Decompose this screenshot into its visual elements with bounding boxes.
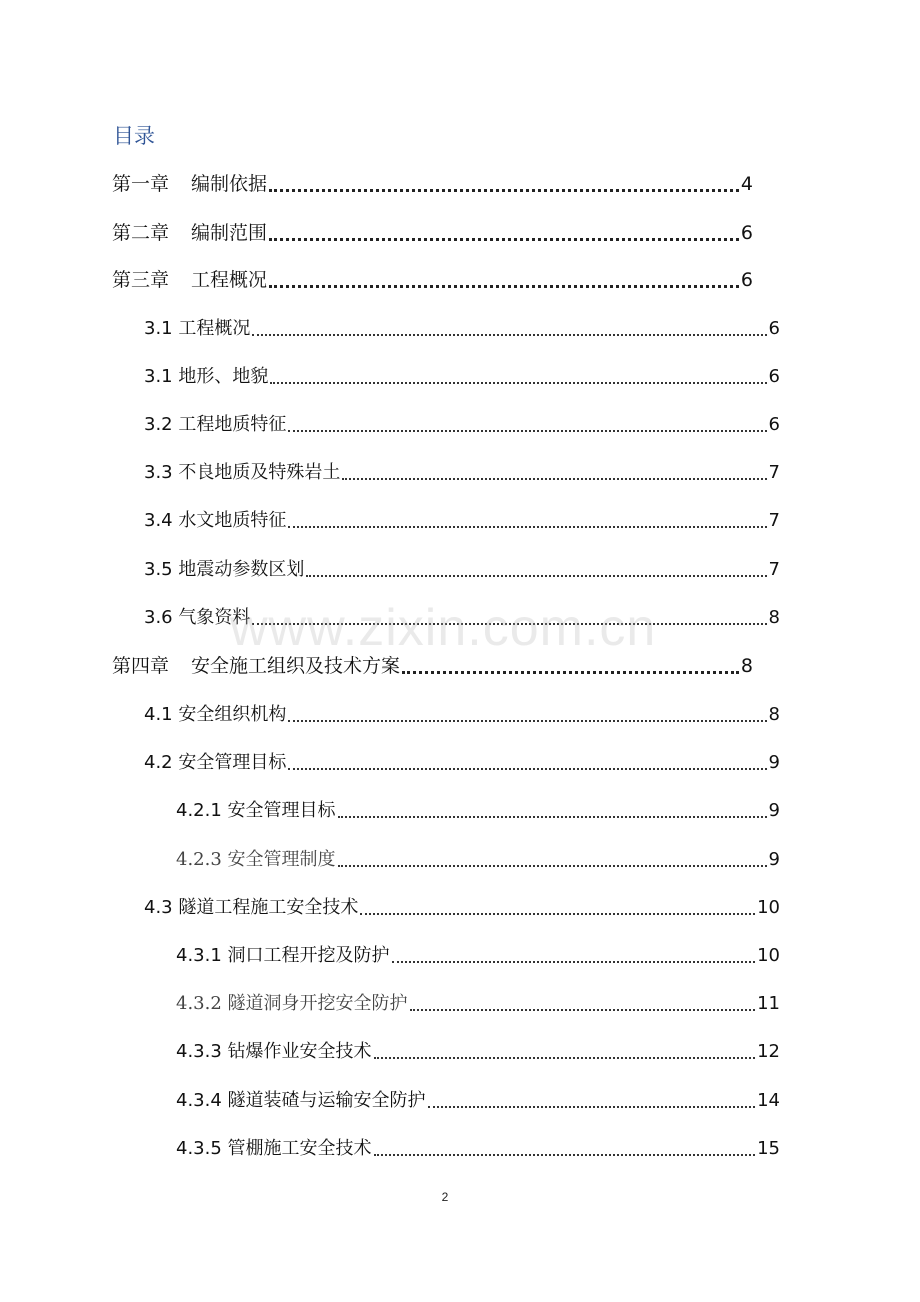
dot-leader [288, 430, 766, 432]
dot-leader [288, 720, 766, 722]
toc-entry-4-3-4[interactable] [176, 1086, 780, 1116]
dot-leader [410, 1009, 756, 1011]
dot-leader [252, 334, 766, 336]
toc-entry-label: 4.3 隧道工程施工安全技术 [144, 897, 359, 918]
dot-leader [402, 671, 739, 674]
toc-entry-4-3[interactable] [144, 893, 780, 923]
toc-entry-label: 第三章 [112, 269, 170, 291]
toc-entry-label: 4.3.2 隧道洞身开挖安全防护 [176, 993, 408, 1014]
toc-page-number: 8 [768, 704, 780, 725]
toc-entry-chapter-1[interactable] [112, 169, 753, 199]
toc-entry-label: 3.1 地形、地貌 [144, 366, 269, 387]
toc-entry-4-2-3[interactable] [176, 845, 780, 875]
toc-entry-4-1[interactable] [144, 700, 780, 730]
dot-leader [288, 768, 766, 770]
toc-entry-label: 第二章 [112, 222, 170, 244]
toc-entry-label: 3.3 不良地质及特殊岩土 [144, 462, 341, 483]
toc-page-number: 9 [768, 800, 780, 821]
toc-entry-label: 4.1 安全组织机构 [144, 704, 287, 725]
toc-page-number: 11 [757, 993, 780, 1014]
dot-leader [360, 913, 755, 915]
dot-leader [269, 238, 739, 241]
toc-entry-4-2[interactable] [144, 748, 780, 778]
dot-leader [374, 1057, 756, 1059]
toc-entry-4-3-2[interactable] [176, 989, 780, 1019]
toc-page-number: 7 [768, 462, 780, 483]
toc-page-number: 7 [768, 510, 780, 531]
toc-entry-label: 4.3.1 洞口工程开挖及防护 [176, 945, 390, 966]
dot-leader [342, 478, 766, 480]
toc-entry-label: 3.2 工程地质特征 [144, 414, 287, 435]
toc-page-number: 10 [757, 897, 780, 918]
toc-page-number: 9 [768, 752, 780, 773]
toc-entry-label: 4.3.3 钻爆作业安全技术 [176, 1041, 372, 1062]
toc-entry-text: 编制依据 [191, 173, 268, 195]
toc-page-number: 7 [768, 559, 780, 580]
dot-leader [392, 961, 756, 963]
toc-page-number: 6 [740, 222, 753, 244]
toc-entry-label: 3.6 气象资料 [144, 607, 251, 628]
toc-entry-4-2-1[interactable] [176, 796, 780, 826]
toc-entry-3-1-terrain[interactable] [144, 362, 780, 392]
dot-leader [288, 526, 766, 528]
toc-page-number: 12 [757, 1041, 780, 1062]
toc-entry-label: 3.4 水文地质特征 [144, 510, 287, 531]
toc-title: 目录 [113, 124, 155, 148]
dot-leader [270, 382, 766, 384]
toc-entry-label: 4.2.1 安全管理目标 [176, 800, 336, 821]
toc-page-number: 14 [757, 1090, 780, 1111]
toc-page-number: 10 [757, 945, 780, 966]
watermark: www.zixin.com.cn [230, 599, 657, 657]
toc-entry-text: 工程概况 [191, 269, 268, 291]
toc-entry-chapter-3[interactable] [112, 265, 753, 295]
toc-entry-4-3-1[interactable] [176, 941, 780, 971]
toc-entry-label: 第四章 [112, 655, 170, 677]
dot-leader [306, 575, 766, 577]
toc-page-number: 8 [768, 607, 780, 628]
dot-leader [374, 1154, 756, 1156]
toc-entry-4-3-5[interactable] [176, 1134, 780, 1164]
toc-entry-3-5[interactable] [144, 555, 780, 585]
dot-leader [269, 189, 739, 192]
toc-entry-3-4[interactable] [144, 506, 780, 536]
toc-page-number: 15 [757, 1138, 780, 1159]
dot-leader [269, 285, 739, 288]
toc-page-number: 8 [740, 655, 753, 677]
toc-page-number: 6 [768, 414, 780, 435]
toc-entry-4-3-3[interactable] [176, 1037, 780, 1067]
toc-page-number: 6 [740, 269, 753, 291]
toc-entry-3-2[interactable] [144, 410, 780, 440]
dot-leader [338, 865, 767, 867]
toc-entry-chapter-2[interactable] [112, 218, 753, 248]
toc-entry-label: 3.1 工程概况 [144, 318, 251, 339]
toc-page-number: 4 [740, 173, 753, 195]
toc-entry-3-3[interactable] [144, 458, 780, 488]
toc-entry-label: 第一章 [112, 173, 170, 195]
toc-entry-label: 3.5 地震动参数区划 [144, 559, 305, 580]
dot-leader [338, 816, 767, 818]
toc-page-number: 9 [768, 849, 780, 870]
page-number: 2 [441, 1190, 449, 1204]
toc-entry-label: 4.3.5 管棚施工安全技术 [176, 1138, 372, 1159]
toc-entry-3-1[interactable] [144, 314, 780, 344]
toc-entry-label: 4.2 安全管理目标 [144, 752, 287, 773]
dot-leader [428, 1106, 756, 1108]
toc-entry-text: 编制范围 [191, 222, 268, 244]
toc-page-number: 6 [768, 318, 780, 339]
toc-page-number: 6 [768, 366, 780, 387]
toc-entry-label: 4.3.4 隧道装碴与运输安全防护 [176, 1090, 426, 1111]
toc-entry-text: 安全施工组织及技术方案 [191, 655, 401, 677]
toc-entry-label: 4.2.3 安全管理制度 [176, 849, 336, 870]
